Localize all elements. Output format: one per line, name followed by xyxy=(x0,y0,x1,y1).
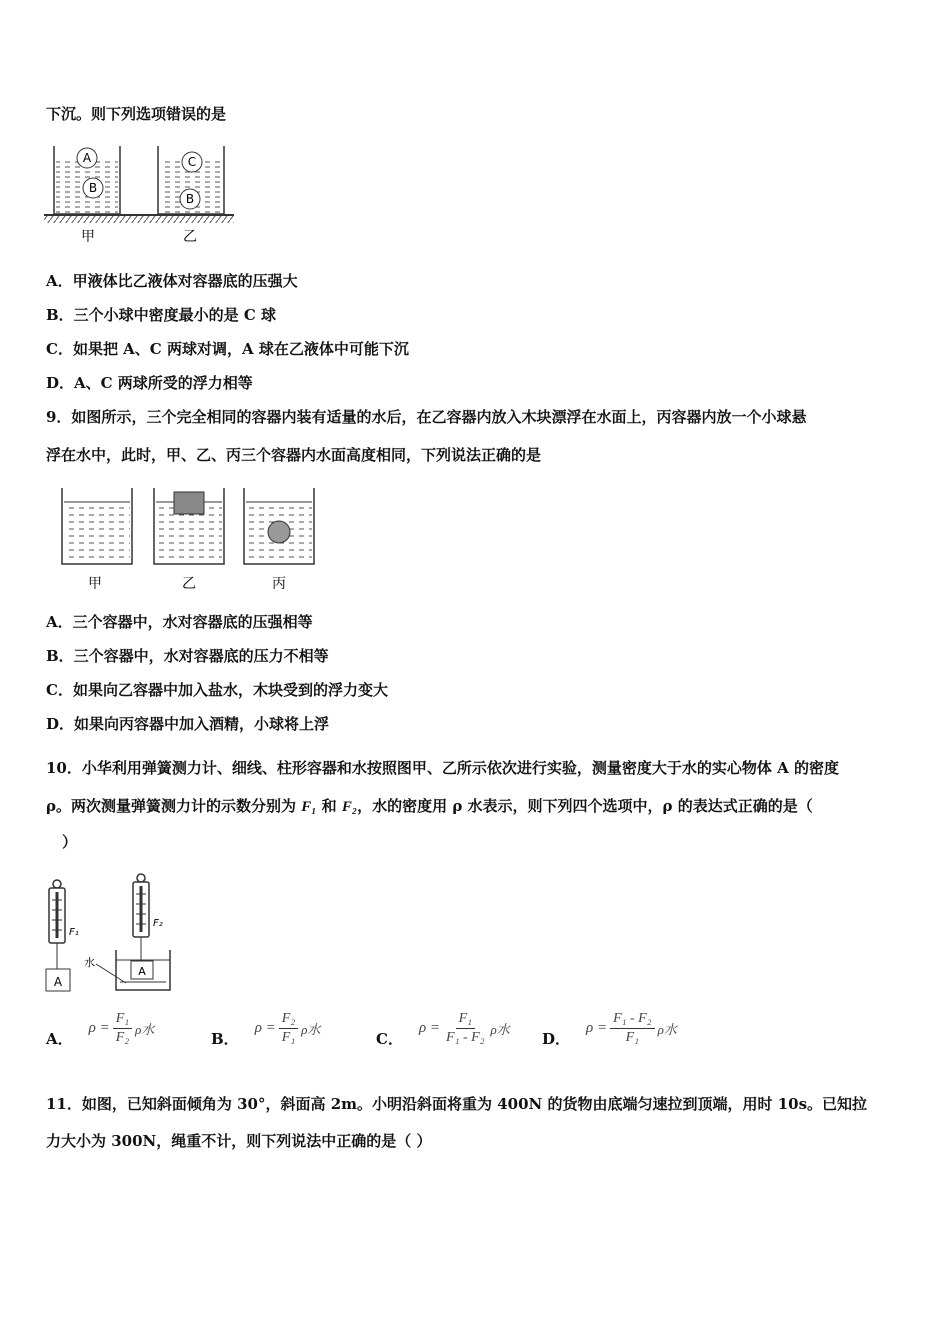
q10-option-d-den: F₁ xyxy=(625,1029,640,1045)
q9-option-d: D．如果向丙容器中加入酒精，小球将上浮 xyxy=(46,715,330,733)
q8-ground-hatch xyxy=(44,216,234,223)
q9-option-a: A．三个容器中，水对容器底的压强相等 xyxy=(46,613,313,631)
q10-option-a-rho-water: ρ水 xyxy=(135,1021,155,1037)
q10-label-f1: F₁ xyxy=(69,927,79,938)
q8-option-d: D．A、C 两球所受的浮力相等 xyxy=(46,374,253,392)
q8-option-c: C．如果把 A、C 两球对调，A 球在乙液体中可能下沉 xyxy=(46,340,409,358)
q10-option-d xyxy=(542,1010,677,1066)
q9-stem-line1: 9．如图所示，三个完全相同的容器内装有适量的水后，在乙容器内放入木块漂浮在水面上，丙容器内放一个小球悬 xyxy=(46,408,807,426)
q10-option-b-den: F₁ xyxy=(281,1029,296,1045)
q10-option-c-rho-water: ρ水 xyxy=(490,1021,510,1037)
q10-water-pointer xyxy=(96,964,126,983)
q11-stem-line1: 11．如图，已知斜面倾角为 30°，斜面高 2m。小明沿斜面将重为 400N 的货物由底端匀速拉到顶端，用时 10s。已知拉 xyxy=(46,1095,868,1113)
q10-option-c-lhs: ρ = xyxy=(418,1019,441,1036)
q10-stem-line2-a: ρ。两次测量弹簧测力计的示数分别为 xyxy=(46,797,302,815)
q8-stem-tail: 下沉。则下列选项错误的是 xyxy=(46,105,227,123)
q8-option-b: B．三个小球中密度最小的是 C 球 xyxy=(46,306,277,324)
q8-ball-c-label: C xyxy=(187,155,197,169)
q10-option-d-num: F₁ - F₂ xyxy=(610,1010,655,1029)
q9-figure xyxy=(58,484,318,594)
q10-option-a-den: F₂ xyxy=(115,1029,130,1045)
q10-f1: F₁ xyxy=(301,799,317,815)
q10-option-b-rho-water: ρ水 xyxy=(301,1021,321,1037)
q9-water-jia xyxy=(64,502,130,562)
q10-scale1-ring xyxy=(53,880,61,888)
q10-stem-line2 xyxy=(46,795,813,816)
q9-stem-line2: 浮在水中，此时，甲、乙、丙三个容器内水面高度相同，下列说法正确的是 xyxy=(46,446,542,464)
q10-stem-line1: 10．小华利用弹簧测力计、细线、柱形容器和水按照图甲、乙所示依次进行实验，测量密度大于水的实心物体 A 的密度 xyxy=(46,759,839,777)
q10-stem-line3: ） xyxy=(62,833,78,851)
q10-option-c xyxy=(376,1010,510,1066)
q10-option-c-num: F₁ xyxy=(456,1010,475,1029)
q10-stem-line2-b: 和 xyxy=(316,797,342,815)
q10-option-a-num: F₁ xyxy=(113,1010,132,1029)
q10-option-d-rho-water: ρ水 xyxy=(657,1021,677,1037)
q10-option-a-letter: A． xyxy=(46,1029,73,1048)
q10-f2: F₂ xyxy=(341,799,358,815)
q8-label-left: 甲 xyxy=(81,229,95,245)
q10-option-b xyxy=(211,1010,320,1066)
q11-stem-line2: 力大小为 300N，绳重不计，则下列说法中正确的是（ ） xyxy=(46,1132,432,1150)
q9-option-b: B．三个容器中，水对容器底的压力不相等 xyxy=(46,647,329,665)
q10-option-d-letter: D． xyxy=(542,1029,571,1048)
q8-ball-a-label: A xyxy=(82,151,92,165)
q10-option-a xyxy=(46,1010,154,1066)
q10-stem-line2-c: ，水的密度用 ρ 水表示，则下列四个选项中，ρ 的表达式正确的是（ xyxy=(357,797,813,815)
q8-figure xyxy=(44,140,234,248)
q10-option-c-letter: C． xyxy=(376,1029,403,1048)
q10-block-a1-label: A xyxy=(53,975,63,989)
q8-ball-b-left-label: B xyxy=(88,181,98,195)
q9-label-bing: 丙 xyxy=(272,576,286,592)
q8-ball-b-right-label: B xyxy=(185,192,195,206)
q10-option-c-den: F₁ - F₂ xyxy=(446,1029,485,1045)
q10-option-d-lhs: ρ = xyxy=(586,1019,608,1036)
q9-ball xyxy=(268,521,290,543)
q9-wood-block xyxy=(174,492,204,514)
q10-option-b-lhs: ρ = xyxy=(254,1019,276,1036)
q10-figure xyxy=(44,868,184,996)
q9-label-jia: 甲 xyxy=(88,576,102,592)
q10-option-a-lhs: ρ = xyxy=(88,1019,110,1036)
q8-label-right: 乙 xyxy=(183,229,197,245)
q10-label-water: 水 xyxy=(84,956,95,969)
q10-label-f2: F₂ xyxy=(153,918,163,929)
q9-label-yi: 乙 xyxy=(182,576,196,592)
q10-scale2-ring xyxy=(137,874,145,882)
q9-option-c: C．如果向乙容器中加入盐水，木块受到的浮力变大 xyxy=(46,681,388,699)
q10-option-b-num: F₂ xyxy=(279,1010,298,1029)
q8-option-a: A．甲液体比乙液体对容器底的压强大 xyxy=(46,272,298,290)
q10-option-b-letter: B． xyxy=(211,1029,239,1048)
q10-block-a2-label: A xyxy=(138,965,146,978)
